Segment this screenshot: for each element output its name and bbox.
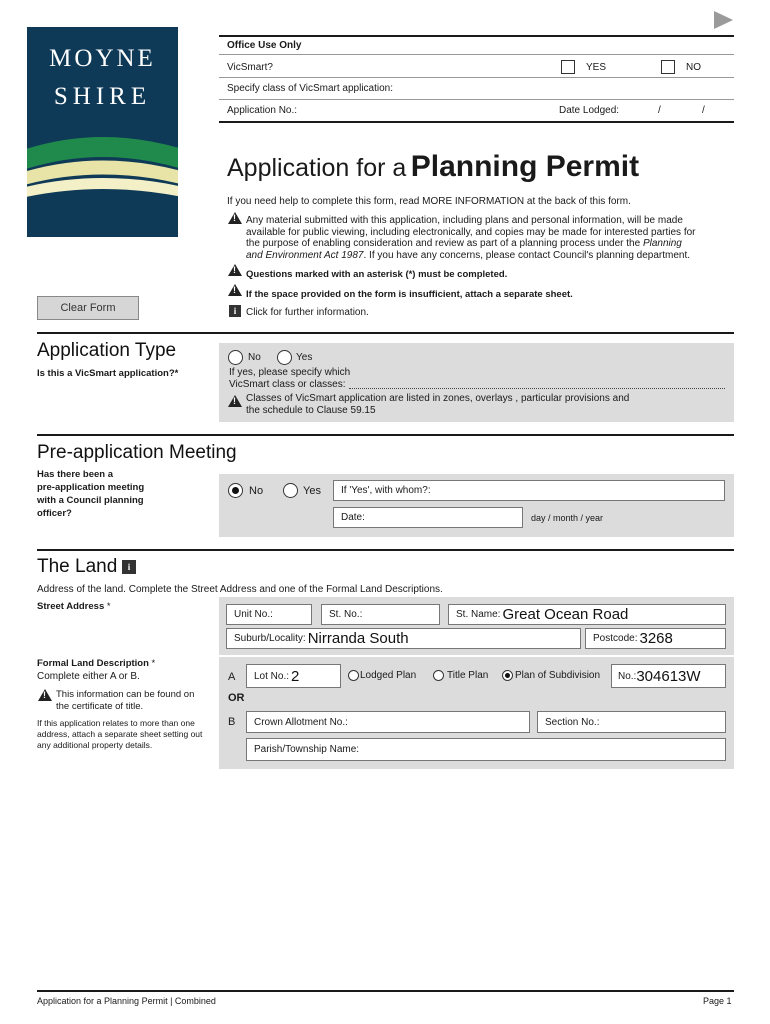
plan-no-input[interactable]	[611, 664, 726, 688]
certificate-note	[56, 689, 194, 713]
vicsmart-yes-label: Yes	[296, 352, 313, 363]
material-notice	[246, 215, 726, 261]
section-rule	[37, 434, 734, 436]
logo-hills-graphic	[27, 27, 178, 237]
unit-no-label: Unit No.:	[234, 609, 273, 620]
the-land-heading: The Land	[37, 556, 118, 577]
street-address-text: Street Address	[37, 601, 105, 612]
info-icon[interactable]: i	[229, 305, 241, 317]
logo-line-1: MOYNE	[49, 45, 156, 72]
certificate-note-line: This information can be found on	[56, 689, 195, 700]
office-bottom-rule	[219, 121, 734, 123]
street-no-input[interactable]	[321, 604, 440, 625]
help-text: If you need help to complete this form, read MORE INFORMATION at the back of this form.	[227, 196, 631, 207]
lot-no-label: Lot No.:	[254, 670, 290, 682]
with-whom-input[interactable]	[333, 480, 725, 501]
classes-note-line: the schedule to Clause 59.15	[246, 404, 376, 416]
parish-township-label: Parish/Township Name:	[254, 744, 360, 755]
postcode-input[interactable]	[585, 628, 726, 649]
act-name: and Environment Act 1987	[246, 249, 364, 261]
vicsmart-no-radio[interactable]	[228, 350, 243, 365]
plan-of-subdivision-radio[interactable]	[502, 670, 513, 681]
multi-address-line: any additional property details.	[37, 740, 153, 750]
crown-allotment-input[interactable]	[246, 711, 530, 733]
suburb-label: Suburb/Locality:	[234, 633, 306, 644]
vicsmart-yes-radio[interactable]	[277, 350, 292, 365]
parish-township-input[interactable]	[246, 738, 726, 761]
lodged-plan-label: Lodged Plan	[360, 670, 417, 681]
classes-note-line: Classes of VicSmart application are listed in zones, overlays , particular provisions and	[246, 393, 630, 404]
formal-description-text: Formal Land Description	[37, 658, 149, 669]
certificate-note-line: the certificate of title.	[56, 701, 144, 712]
option-b-label: B	[228, 716, 236, 728]
pre-application-heading: Pre-application Meeting	[37, 442, 237, 463]
date-separator: /	[702, 105, 705, 116]
section-no-input[interactable]	[537, 711, 726, 733]
meeting-date-label: Date:	[341, 512, 365, 523]
lodged-plan-radio[interactable]	[348, 670, 359, 681]
application-type-heading: Application Type	[37, 340, 177, 361]
office-no-label: NO	[686, 62, 701, 73]
or-label: OR	[228, 692, 245, 704]
land-intro: Address of the land. Complete the Street Address and one of the Formal Land Descriptions.	[37, 584, 443, 595]
date-separator: /	[658, 105, 661, 116]
meeting-no-radio[interactable]	[228, 483, 243, 498]
pre-application-question	[37, 468, 144, 520]
postcode-label: Postcode:	[593, 633, 638, 644]
question-line: pre-application meeting	[37, 482, 145, 493]
vicsmart-question: Is this a VicSmart application?*	[37, 368, 179, 379]
plan-no-label: No.:	[618, 670, 637, 682]
street-name-label: St. Name:	[456, 609, 501, 620]
office-vicsmart-label: VicSmart?	[227, 62, 273, 73]
meeting-no-label: No	[249, 485, 264, 497]
section-rule	[37, 549, 734, 551]
multi-address-line: address, attach a separate sheet setting out	[37, 729, 203, 739]
question-line: officer?	[37, 508, 72, 519]
info-icon[interactable]: i	[122, 560, 136, 574]
office-divider-2	[219, 77, 734, 78]
moyne-shire-logo	[27, 27, 178, 237]
office-divider-3	[219, 99, 734, 100]
material-line	[246, 238, 726, 250]
warning-icon	[228, 212, 242, 224]
street-address-label	[37, 600, 111, 613]
section-no-label: Section No.:	[545, 716, 600, 728]
if-yes-label-line1: If yes, please specify which	[229, 367, 351, 378]
unit-no-input[interactable]	[226, 604, 312, 625]
warning-icon	[228, 395, 242, 407]
date-format-hint: day / month / year	[531, 513, 604, 523]
if-yes-label-line2: VicSmart class or classes:	[229, 379, 346, 390]
material-line: available for public viewing, including electronically, and copies may be made for interested parties for	[246, 226, 696, 238]
title-prefix: Application for a	[227, 154, 407, 182]
question-line: with a Council planning	[37, 495, 144, 506]
page-title	[227, 150, 639, 184]
material-text: . If you have any concerns, please contact Council's planning department.	[363, 249, 691, 261]
logo-line-2: SHIRE	[53, 83, 152, 110]
office-yes-checkbox[interactable]	[561, 60, 575, 74]
multi-address-note	[37, 718, 202, 751]
material-line: Any material submitted with this application, including plans and personal information, will be made	[246, 215, 683, 226]
suburb-input[interactable]	[226, 628, 581, 649]
title-plan-radio[interactable]	[433, 670, 444, 681]
required-asterisk: *	[151, 658, 156, 669]
plan-of-subdivision-label: Plan of Subdivision	[515, 670, 601, 681]
office-yes-label: YES	[586, 62, 607, 73]
clear-form-button[interactable]: Clear Form	[37, 296, 139, 320]
space-note: If the space provided on the form is insufficient, attach a separate sheet.	[246, 289, 573, 300]
meeting-yes-radio[interactable]	[283, 483, 298, 498]
meeting-date-input[interactable]	[333, 507, 523, 528]
click-info-text[interactable]: Click for further information.	[246, 307, 369, 318]
office-divider-1	[219, 54, 734, 55]
office-app-no-label: Application No.:	[227, 105, 298, 116]
with-whom-label: If 'Yes', with whom?:	[341, 485, 431, 496]
title-main: Planning Permit	[410, 150, 640, 183]
plan-no-value: 304613W	[636, 667, 701, 685]
street-name-input[interactable]	[448, 604, 726, 625]
office-top-rule	[219, 35, 734, 37]
formal-description-sub: Complete either A or B.	[37, 671, 140, 682]
lot-no-value: 2	[291, 667, 300, 685]
postcode-value: 3268	[639, 630, 673, 647]
office-class-label: Specify class of VicSmart application:	[227, 83, 394, 94]
title-plan-label: Title Plan	[447, 670, 489, 681]
office-no-checkbox[interactable]	[661, 60, 675, 74]
footer-left-text: Application for a Planning Permit | Combined	[37, 996, 216, 1006]
street-no-label: St. No.:	[329, 609, 363, 620]
act-name: Planning	[642, 238, 682, 249]
office-date-lodged-label: Date Lodged:	[559, 105, 620, 116]
office-use-heading: Office Use Only	[227, 40, 302, 51]
footer-rule	[37, 990, 734, 992]
crown-allotment-label: Crown Allotment No.:	[254, 716, 348, 728]
material-line	[246, 250, 726, 262]
section-rule	[37, 332, 734, 334]
street-name-value: Great Ocean Road	[502, 606, 629, 623]
multi-address-line: If this application relates to more than one	[37, 718, 195, 728]
vicsmart-class-input[interactable]	[349, 388, 725, 389]
warning-icon	[228, 284, 242, 296]
material-text: the purpose of enabling consideration and review as part of a planning process under the	[246, 238, 643, 249]
required-asterisk: *	[106, 601, 111, 612]
lot-no-input[interactable]	[246, 664, 341, 688]
classes-note	[246, 393, 629, 416]
asterisk-note: Questions marked with an asterisk (*) must be completed.	[246, 269, 508, 280]
question-line: Has there been a	[37, 469, 114, 480]
vicsmart-no-label: No	[248, 352, 261, 363]
formal-description-label	[37, 657, 155, 670]
warning-icon	[38, 689, 52, 701]
page-number: Page 1	[703, 996, 732, 1006]
suburb-value: Nirranda South	[307, 630, 409, 647]
warning-icon	[228, 264, 242, 276]
next-page-arrow-icon[interactable]	[714, 11, 733, 29]
option-a-label: A	[228, 671, 236, 683]
meeting-yes-label: Yes	[303, 485, 321, 497]
